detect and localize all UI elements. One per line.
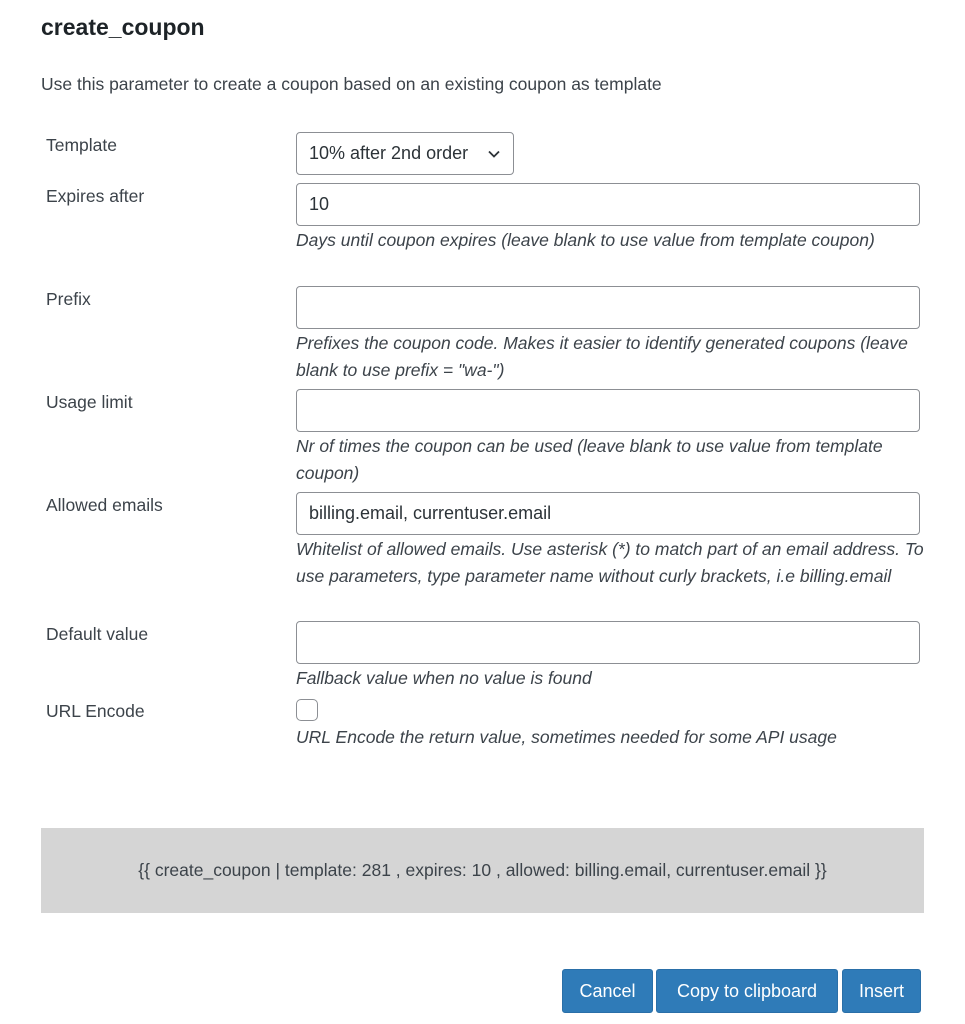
prefix-label: Prefix [46, 289, 91, 309]
cancel-button[interactable]: Cancel [562, 969, 653, 1013]
copy-to-clipboard-button[interactable]: Copy to clipboard [656, 969, 838, 1013]
template-select[interactable] [296, 132, 514, 175]
allowed-emails-input[interactable] [296, 492, 920, 535]
expires-after-help: Days until coupon expires (leave blank to use value from template coupon) [296, 230, 875, 250]
default-value-help: Fallback value when no value is found [296, 668, 592, 688]
url-encode-label: URL Encode [46, 701, 145, 721]
usage-limit-label: Usage limit [46, 392, 133, 412]
prefix-help: Prefixes the coupon code. Makes it easier to identify generated coupons (leave blank to use prefix = "wa-") [296, 333, 908, 380]
dialog-description: Use this parameter to create a coupon based on an existing coupon as template [41, 74, 662, 94]
usage-limit-help: Nr of times the coupon can be used (leave blank to use value from template coupon) [296, 436, 883, 483]
default-value-input[interactable] [296, 621, 920, 664]
template-select-value: 10% after 2nd order [309, 143, 469, 163]
dialog-title: create_coupon [41, 14, 205, 40]
insert-button[interactable]: Insert [842, 969, 921, 1013]
shortcode-preview [41, 828, 924, 913]
shortcode-preview-text: {{ create_coupon | template: 281 , expires: 10 , allowed: billing.email, currentuser.email }} [138, 860, 827, 880]
template-label: Template [46, 135, 118, 155]
expires-after-input[interactable] [296, 183, 920, 226]
prefix-input[interactable] [296, 286, 920, 329]
url-encode-checkbox[interactable] [296, 699, 318, 721]
allowed-emails-label: Allowed emails [46, 495, 163, 515]
expires-after-label: Expires after [46, 186, 145, 206]
default-value-label: Default value [46, 624, 149, 644]
url-encode-help: URL Encode the return value, sometimes needed for some API usage [296, 727, 837, 747]
usage-limit-input[interactable] [296, 389, 920, 432]
chevron-down-icon [487, 147, 501, 161]
allowed-emails-help: Whitelist of allowed emails. Use asterisk (*) to match part of an email address. To use parameters, type parameter name without curly brackets, i.e billing.email [296, 539, 924, 586]
